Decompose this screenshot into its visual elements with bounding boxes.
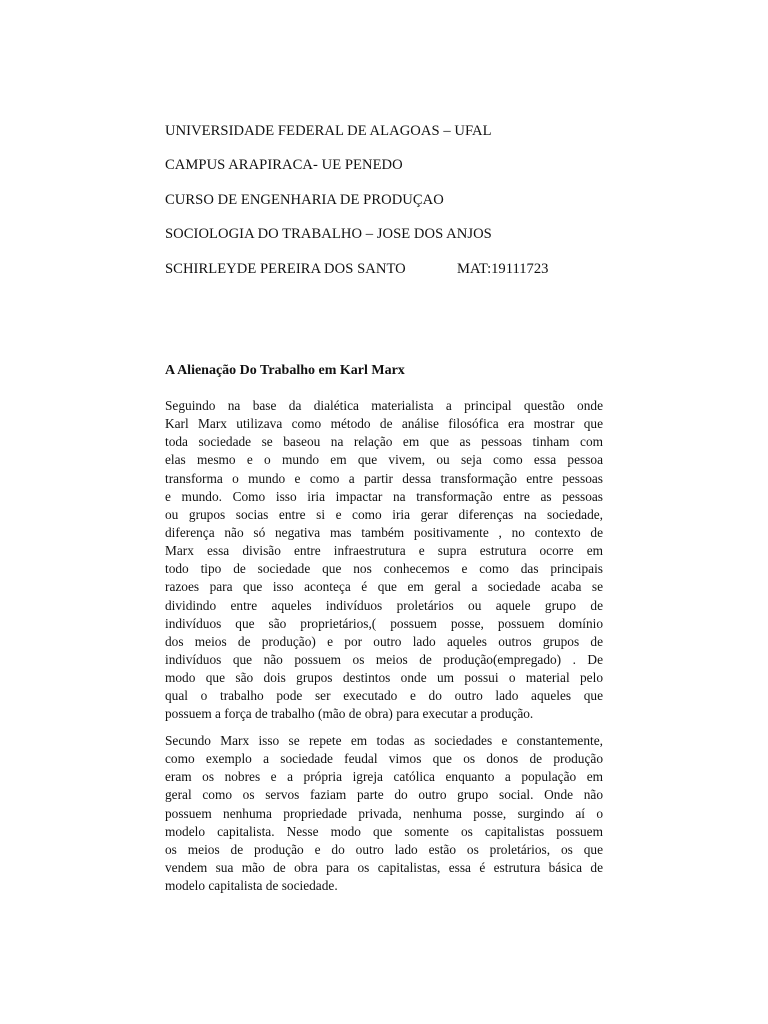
campus-line: CAMPUS ARAPIRACA- UE PENEDO [165,157,403,173]
paragraph-line: toda sociedade se baseou na relação em que as pessoas tinham com [165,434,603,450]
paragraph-line: modelo capitalista. Nesse modo que somente os capitalistas possuem [165,823,603,839]
paragraph-line: eram os nobres e a própria igreja católica enquanto a população em [165,769,603,785]
paragraph-line: transforma o mundo e como a partir dessa transformação entre pessoas [165,470,603,486]
paragraph-line: Marx essa divisão entre infraestrutura e supra estrutura ocorre em [165,543,603,559]
paragraph-line: dividindo entre aqueles indivíduos proletários ou aquele grupo de [165,597,603,613]
paragraph-line: indivíduos que são proprietários,( possuem posse, possuem domínio [165,615,603,631]
paragraph-line: modelo capitalista de sociedade. [165,878,338,894]
paragraph-line: Secundo Marx isso se repete em todas as sociedades e constantemente, [165,733,603,748]
paragraph-line: Karl Marx utilizava como método de análise filosófica era mostrar que [165,416,603,432]
paragraph-line: todo tipo de sociedade que nos conhecemos e como das principais [165,561,603,577]
university-line: UNIVERSIDADE FEDERAL DE ALAGOAS – UFAL [165,123,492,139]
paragraph-line: razoes para que isso aconteça é que em geral a sociedade acaba se [165,579,603,595]
paragraph-line: Seguindo na base da dialética materialista a principal questão onde [165,398,603,413]
paragraph-line: indivíduos que não possuem os meios de produção(empregado) . De [165,651,603,667]
subject-line: SOCIOLOGIA DO TRABALHO – JOSE DOS ANJOS [165,226,492,242]
paragraph-line: qual o trabalho pode ser executado e do outro lado aqueles que [165,688,603,704]
paragraph-2 [165,732,603,895]
paragraph-line: modo que são dois grupos destintos onde um possui o material pelo [165,670,603,686]
paragraph-line: os meios de produção e do outro lado estão os proletários, os que [165,841,603,857]
student-name: SCHIRLEYDE PEREIRA DOS SANTO [165,261,406,277]
paragraph-line: possuem a força de trabalho (mão de obra) para executar a produção. [165,706,534,722]
document-title: A Alienação Do Trabalho em Karl Marx [165,363,405,378]
paragraph-line: elas mesmo e o mundo em que vivem, ou seja como essa pessoa [165,452,603,468]
registration-number: MAT:19111723 [457,261,549,277]
paragraph-line: geral como os servos faziam parte do outro grupo social. Onde não [165,787,603,803]
paragraph-line: como exemplo a sociedade feudal vimos que os donos de produção [165,751,603,767]
paragraph-line: e mundo. Como isso iria impactar na transformação entre as pessoas [165,488,603,504]
paragraph-1 [165,397,603,724]
paragraph-line: ou grupos socias entre si e como iria gerar diferenças na sociedade, [165,506,603,522]
course-line: CURSO DE ENGENHARIA DE PRODUÇAO [165,192,444,208]
paragraph-line: possuem nenhuma propriedade privada, nenhuma posse, surgindo aí o [165,805,603,821]
paragraph-line: vendem sua mão de obra para os capitalistas, essa é estrutura básica de [165,859,603,875]
paragraph-line: diferença não só negativa mas também positivamente , no contexto de [165,524,603,540]
paragraph-line: dos meios de produção) e por outro lado aqueles outros grupos de [165,633,603,649]
